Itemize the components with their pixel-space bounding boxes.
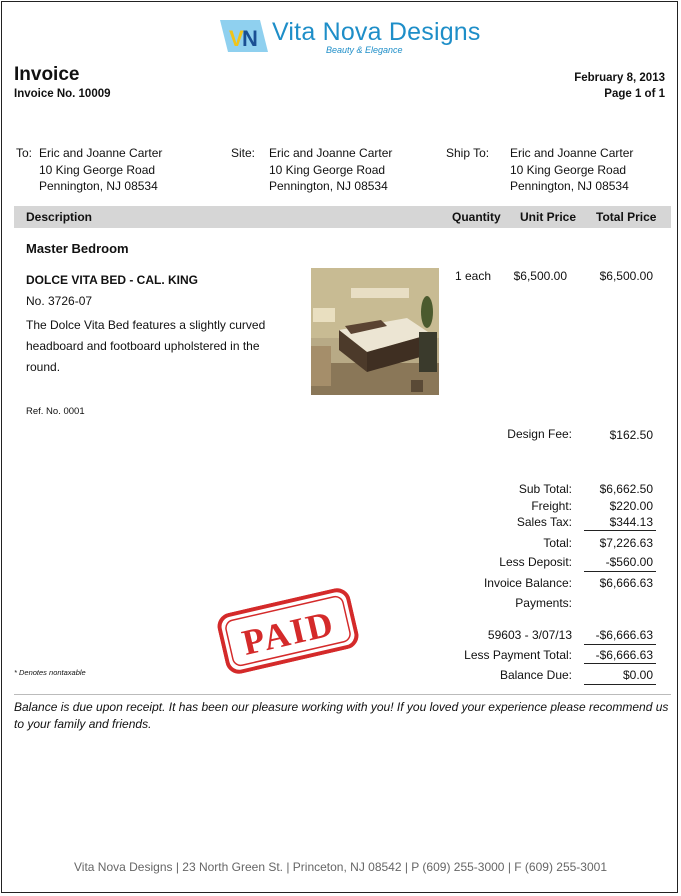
address-line: Eric and Joanne Carter	[269, 146, 393, 160]
to-label: To:	[16, 146, 33, 160]
header-description: Description	[26, 210, 93, 224]
invoice-page	[1, 1, 678, 893]
design-fee-value: $162.50	[609, 428, 653, 442]
site-label: Site:	[231, 146, 256, 160]
sales-tax-label: Sales Tax:	[516, 515, 572, 529]
freight-value: $220.00	[609, 499, 653, 513]
address-line: Pennington, NJ 08534	[510, 179, 629, 193]
invoice-number: Invoice No. 10009	[14, 88, 111, 100]
invoice-balance-label: Invoice Balance:	[483, 576, 572, 590]
address-line: Eric and Joanne Carter	[510, 146, 634, 160]
payment-entry-label: 59603 - 3/07/13	[487, 628, 572, 642]
divider	[14, 694, 671, 695]
item-description: The Dolce Vita Bed features a slightly curved headboard and footboard upholstered in the round.	[26, 318, 266, 374]
payment-underline	[584, 644, 656, 645]
table-header	[14, 206, 671, 228]
deposit-underline	[584, 571, 656, 572]
invoice-balance-value: $6,666.63	[599, 576, 653, 590]
page-number: Page 1 of 1	[604, 88, 665, 100]
sub-total-value: $6,662.50	[599, 482, 653, 496]
freight-label: Freight:	[531, 499, 572, 513]
sales-tax-value: $344.13	[609, 515, 653, 529]
logo-mark-icon	[220, 20, 268, 52]
nontaxable-note: * Denotes nontaxable	[14, 668, 86, 677]
less-payment-total-label: Less Payment Total:	[464, 648, 572, 662]
ship-to-label: Ship To:	[446, 146, 490, 160]
address-line: 10 King George Road	[510, 162, 627, 177]
invoice-date: February 8, 2013	[574, 72, 665, 84]
address-line: 10 King George Road	[269, 162, 386, 177]
less-deposit-value: -$560.00	[605, 555, 653, 569]
address-line: Eric and Joanne Carter	[39, 146, 163, 160]
item-total-price: $6,500.00	[599, 269, 653, 283]
svg-text:V: V	[229, 26, 244, 51]
address-line: Pennington, NJ 08534	[39, 179, 158, 193]
payment-total-underline	[584, 663, 656, 664]
address-line: 10 King George Road	[39, 162, 156, 177]
design-fee-label: Design Fee:	[507, 427, 572, 441]
balance-due-underline	[584, 684, 656, 685]
balance-due-label: Balance Due:	[499, 668, 572, 682]
balance-due-value: $0.00	[622, 668, 653, 682]
closing-message: Balance is due upon receipt. It has been our pleasure working with you! If you loved your experience please recommend us to your family and friends.	[14, 700, 669, 731]
total-value: $7,226.63	[599, 536, 653, 550]
item-title: DOLCE VITA BED - CAL. KING	[26, 273, 198, 287]
item-quantity: 1 each	[454, 269, 491, 283]
address-line: Pennington, NJ 08534	[269, 179, 388, 193]
sub-total-label: Sub Total:	[518, 482, 572, 496]
site-address	[269, 145, 392, 195]
header-quantity: Quantity	[452, 210, 501, 224]
invoice-title: Invoice	[14, 64, 80, 85]
paid-stamp-text: PAID	[238, 602, 339, 663]
company-name: Vita Nova Designs	[272, 18, 481, 46]
section-title: Master Bedroom	[26, 241, 129, 256]
item-unit-price: $6,500.00	[513, 269, 567, 283]
subtotal-underline	[584, 530, 656, 531]
total-label: Total:	[543, 536, 572, 550]
company-tagline: Beauty & Elegance	[326, 45, 403, 55]
item-number: No. 3726-07	[26, 294, 93, 308]
paid-stamp	[215, 585, 361, 676]
footer-contact: Vita Nova Designs | 23 North Green St. | Princeton, NJ 08542 | P (609) 255-3000 | F (609) 255-3001	[74, 860, 607, 874]
bedroom-photo	[311, 268, 439, 395]
less-payment-total-value: -$6,666.63	[595, 648, 653, 662]
svg-text:N: N	[242, 26, 258, 51]
ship-to-address	[510, 145, 633, 195]
company-logo	[220, 16, 480, 56]
header-unit-price: Unit Price	[520, 210, 577, 224]
header-total-price: Total Price	[596, 210, 657, 224]
payment-entry-value: -$6,666.63	[595, 628, 653, 642]
reference-number: Ref. No. 0001	[26, 406, 85, 417]
payments-label: Payments:	[515, 596, 572, 610]
to-address	[39, 145, 162, 195]
less-deposit-label: Less Deposit:	[499, 555, 572, 569]
